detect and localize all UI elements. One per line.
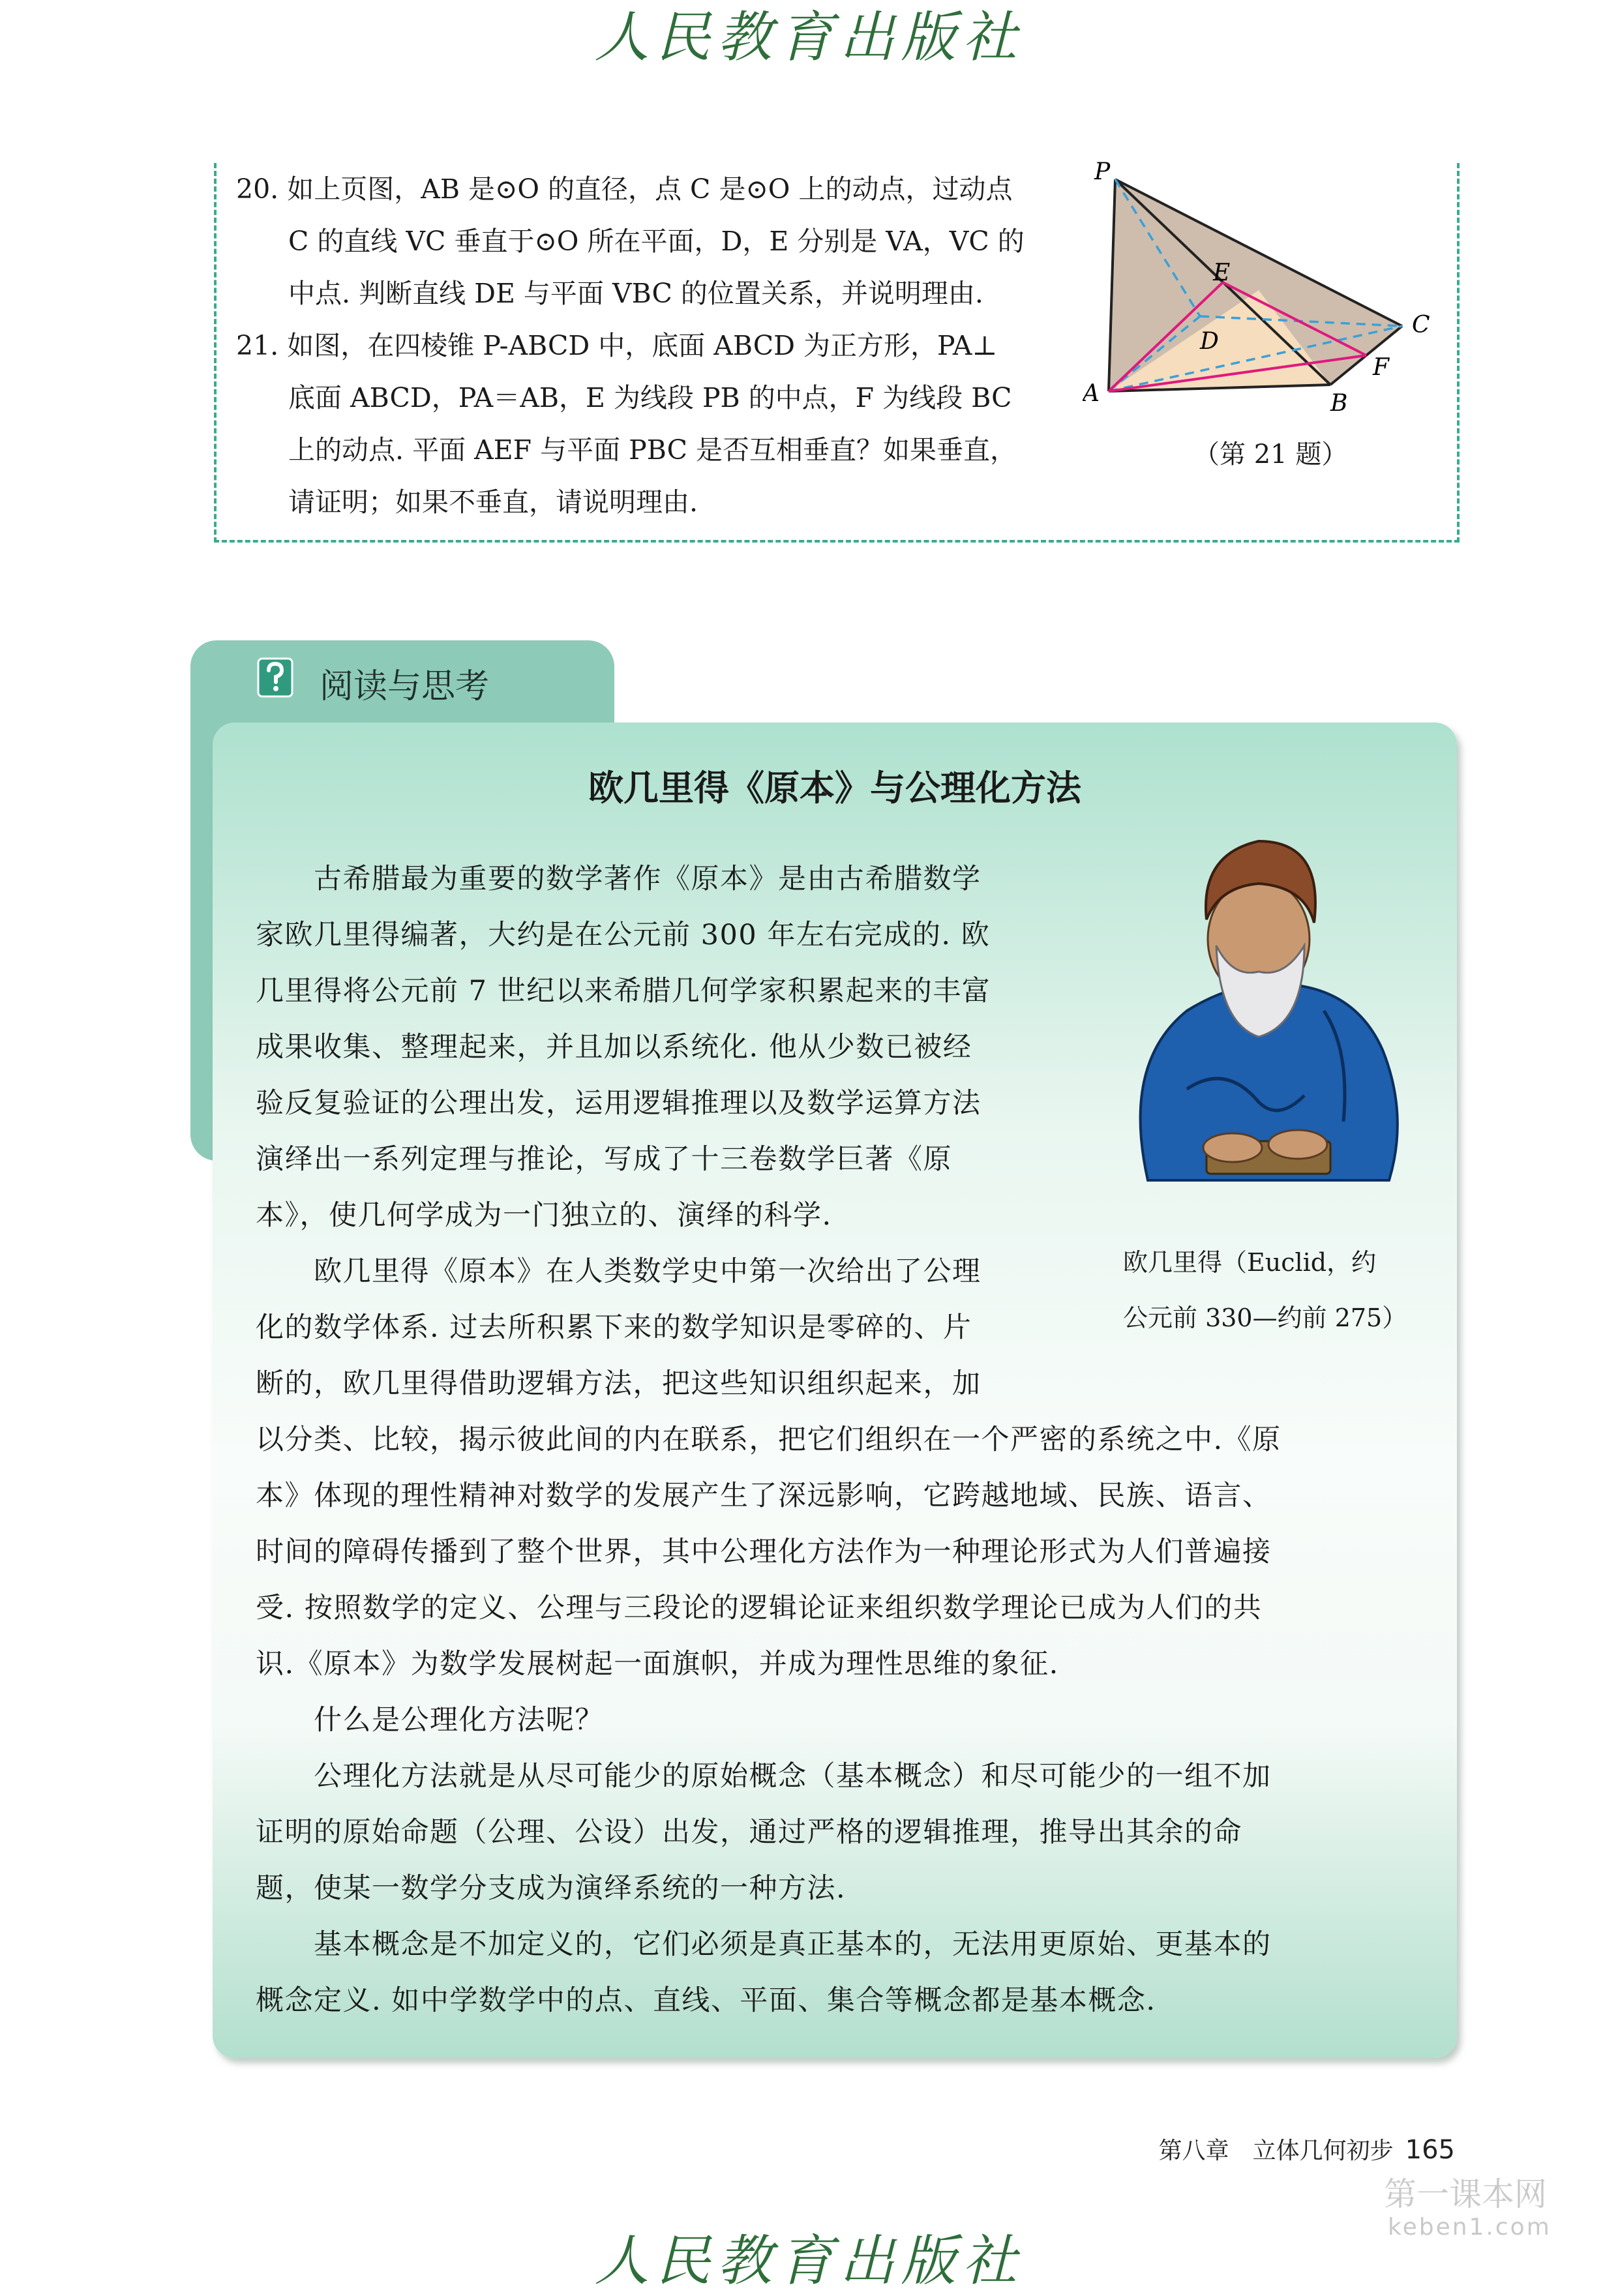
body-line: 时间的障碍传播到了整个世界，其中公理化方法作为一种理论形式为人们普遍接 xyxy=(256,1536,1272,1568)
ex21-line4: 请证明；如果不垂直，请说明理由. xyxy=(288,486,698,518)
label-d: D xyxy=(1200,328,1219,355)
publisher-logo-top: 人民教育出版社 xyxy=(594,5,1024,69)
section-label: 阅读与思考 xyxy=(320,667,490,706)
body-line: 识.《原本》为数学发展树起一面旗帜，并成为理性思维的象征. xyxy=(256,1648,1059,1680)
portrait-caption-2: 公元前 330—约前 275） xyxy=(1123,1304,1407,1332)
body-line: 本》，使几何学成为一门独立的、演绎的科学. xyxy=(256,1199,832,1232)
ex20-line2: C 的直线 VC 垂直于⊙O 所在平面，D，E 分别是 VA，VC 的 xyxy=(288,226,1025,257)
watermark-url: keben1.com xyxy=(1388,2214,1551,2241)
body-line: 家欧几里得编著，大约是在公元前 300 年左右完成的. 欧 xyxy=(256,919,991,951)
publisher-logo-bottom: 人民教育出版社 xyxy=(594,2229,1024,2293)
figure-caption: （第 21 题） xyxy=(1193,440,1348,470)
body-line: 成果收集、整理起来，并且加以系统化. 他从少数已被经 xyxy=(256,1031,972,1064)
body-line: 几里得将公元前 7 世纪以来希腊几何学家积累起来的丰富 xyxy=(256,975,991,1007)
portrait-caption-1: 欧几里得（Euclid，约 xyxy=(1123,1248,1377,1277)
page-footer xyxy=(1159,2132,1455,2166)
book-question-icon xyxy=(256,656,295,699)
body-line: 以分类、比较，揭示彼此间的内在联系，把它们组织在一个严密的系统之中.《原 xyxy=(256,1424,1281,1456)
body-line: 本》体现的理性精神对数学的发展产生了深远影响，它跨越地域、民族、语言、 xyxy=(256,1480,1272,1512)
reading-title: 欧几里得《原本》与公理化方法 xyxy=(588,768,1081,809)
page-number: 165 xyxy=(1405,2135,1455,2165)
body-line: 证明的原始命题（公理、公设）出发，通过严格的逻辑推理，推导出其余的命 xyxy=(256,1816,1242,1849)
body-line: 古希腊最为重要的数学著作《原本》是由古希腊数学 xyxy=(256,863,981,895)
label-c: C xyxy=(1412,312,1430,338)
label-b: B xyxy=(1330,390,1348,417)
body-line: 公理化方法就是从尽可能少的原始概念（基本概念）和尽可能少的一组不加 xyxy=(256,1760,1272,1793)
body-line: 化的数学体系. 过去所积累下来的数学知识是零碎的、片 xyxy=(256,1311,972,1344)
body-line: 欧几里得《原本》在人类数学史中第一次给出了公理 xyxy=(256,1255,981,1288)
label-p: P xyxy=(1094,160,1111,185)
body-line: 验反复验证的公理出发，运用逻辑推理以及数学运算方法 xyxy=(256,1087,981,1120)
ex21-line2: 底面 ABCD，PA＝AB，E 为线段 PB 的中点，F 为线段 BC xyxy=(288,382,1012,413)
body-line: 概念定义. 如中学数学中的点、直线、平面、集合等概念都是基本概念. xyxy=(256,1984,1156,2017)
ex20-line3: 中点. 判断直线 DE 与平面 VBC 的位置关系，并说明理由. xyxy=(288,278,983,309)
body-line: 什么是公理化方法呢？ xyxy=(256,1704,604,1737)
euclid-portrait xyxy=(1109,815,1422,1193)
body-line: 演绎出一系列定理与推论，写成了十三卷数学巨著《原 xyxy=(256,1143,952,1176)
label-f: F xyxy=(1373,354,1389,381)
watermark-title: 第一课本网 xyxy=(1384,2175,1547,2213)
label-e: E xyxy=(1213,260,1231,286)
ex21-line3: 上的动点. 平面 AEF 与平面 PBC 是否互相垂直？如果垂直， xyxy=(288,434,1017,466)
body-line: 受. 按照数学的定义、公理与三段论的逻辑论证来组织数学理论已成为人们的共 xyxy=(256,1592,1263,1624)
body-line: 基本概念是不加定义的，它们必须是真正基本的，无法用更原始、更基本的 xyxy=(256,1928,1272,1961)
ex21-line1: 21. 如图，在四棱锥 P-ABCD 中，底面 ABCD 为正方形，PA⊥ xyxy=(236,330,998,361)
chapter-label: 第八章 立体几何初步 xyxy=(1158,2138,1394,2164)
pyramid-figure xyxy=(1083,160,1448,421)
body-line: 断的，欧几里得借助逻辑方法，把这些知识组织起来，加 xyxy=(256,1367,981,1400)
body-line: 题，使某一数学分支成为演绎系统的一种方法. xyxy=(256,1872,846,1905)
label-a: A xyxy=(1083,380,1100,407)
ex20-line1: 20. 如上页图，AB 是⊙O 的直径，点 C 是⊙O 上的动点，过动点 xyxy=(236,173,1013,205)
